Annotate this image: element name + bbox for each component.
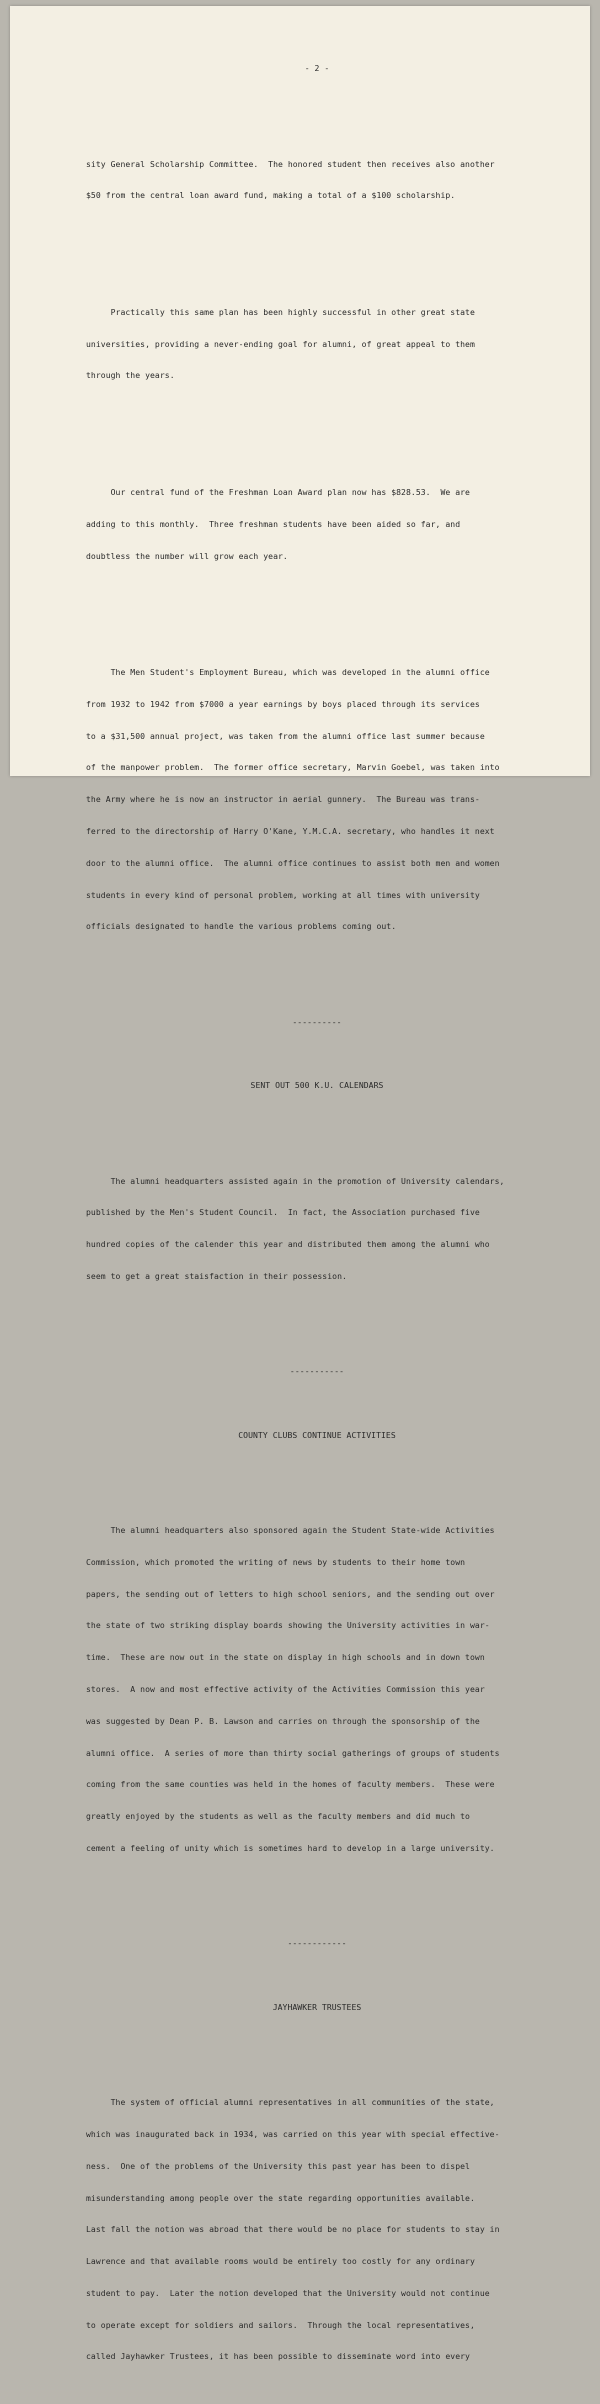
text-line: time. These are now out in the state on display in high schools and in down town (86, 1652, 485, 1663)
text-line: doubtless the number will grow each year. (86, 550, 288, 561)
text-line: through the years. (86, 370, 175, 381)
text-line: Lawrence and that available rooms would be entirely too costly for any ordinary (86, 2256, 475, 2267)
text-line: from 1932 to 1942 from $7000 a year earnings by boys placed through its services (86, 698, 480, 709)
section-heading-calendars: SENT OUT 500 K.U. CALENDARS (250, 1080, 384, 1091)
text-line: the Army where he is now an instructor in aerial gunnery. The Bureau was trans- (86, 794, 480, 805)
text-line: was suggested by Dean P. B. Lawson and carries on through the sponsorship of the (86, 1715, 480, 1726)
text-line: The alumni headquarters also sponsored again the Student State-wide Activities (86, 1525, 495, 1536)
text-line: ness. One of the problems of the University this past year has been to dispel (86, 2160, 470, 2171)
text-line: cement a feeling of unity which is sometimes hard to develop in a large university. (86, 1842, 495, 1853)
page-number: - 2 - (304, 63, 330, 74)
paragraph-county-clubs (86, 1504, 548, 1875)
text-line: coming from the same counties was held in the homes of faculty members. These were (86, 1779, 495, 1790)
text-line: hundred copies of the calender this year and distributed them among the alumni who (86, 1239, 490, 1250)
text-line: Practically this same plan has been highly successful in other great state (86, 306, 475, 317)
text-line: students in every kind of personal problem, working at all times with university (86, 889, 480, 900)
text-line: sity General Scholarship Committee. The honored student then receives also another (86, 158, 495, 169)
text-line: Last fall the notion was abroad that there would be no place for students to stay in (86, 2224, 500, 2235)
text-line: Our central fund of the Freshman Loan Award plan now has $828.53. We are (86, 486, 470, 497)
document-page (10, 6, 590, 2362)
text-line: door to the alumni office. The alumni office continues to assist both men and women (86, 857, 500, 868)
paragraph-scholarship-end (86, 137, 548, 222)
text-line: misunderstanding among people over the state regarding opportunities available. (86, 2192, 475, 2203)
paragraph-central-fund (86, 466, 548, 583)
text-line: to a $31,500 annual project, was taken from the alumni office last summer because (86, 730, 485, 741)
paragraph-jayhawker-trustees (86, 2076, 548, 2383)
text-line: The system of official alumni representatives in all communities of the state, (86, 2097, 495, 2108)
text-line: student to pay. Later the notion developed that the University would not continue (86, 2287, 490, 2298)
text-line: The alumni headquarters assisted again in the promotion of University calendars, (86, 1175, 505, 1186)
section-heading-jayhawker-trustees: JAYHAWKER TRUSTEES (272, 2001, 362, 2012)
text-line: to operate except for soldiers and sailors. Through the local representatives, (86, 2319, 475, 2330)
section-separator: ----------- (289, 1366, 345, 1377)
text-line: The Men Student's Employment Bureau, which was developed in the alumni office (86, 667, 490, 678)
text-line: which was inaugurated back in 1934, was carried on this year with special effective- (86, 2128, 500, 2139)
text-line: Commission, which promoted the writing of news by students to their home town (86, 1556, 466, 1567)
text-line: called Jayhawker Trustees, it has been possible to disseminate word into every (86, 2351, 470, 2362)
paragraph-employment-bureau (86, 646, 548, 953)
paragraph-calendars (86, 1154, 548, 1302)
text-line: universities, providing a never-ending goal for alumni, of great appeal to them (86, 338, 475, 349)
text-line: alumni office. A series of more than thirty social gatherings of groups of students (86, 1747, 500, 1758)
text-line: officials designated to handle the various problems coming out. (86, 921, 397, 932)
text-line: stores. A now and most effective activity of the Activities Commission this year (86, 1684, 485, 1695)
text-line: $50 from the central loan award fund, making a total of a $100 scholarship. (86, 190, 456, 201)
document-body (86, 42, 548, 2404)
section-separator: ---------- (292, 1016, 342, 1027)
text-line: ferred to the directorship of Harry O'Kane, Y.M.C.A. secretary, who handles it next (86, 825, 495, 836)
text-line: the state of two striking display boards showing the University activities in war- (86, 1620, 490, 1631)
section-separator: ------------ (287, 1938, 347, 1949)
text-line: of the manpower problem. The former office secretary, Marvin Goebel, was taken into (86, 762, 500, 773)
paragraph-plan-success (86, 286, 548, 403)
text-line: adding to this monthly. Three freshman students have been aided so far, and (86, 518, 461, 529)
text-line: greatly enjoyed by the students as well as the faculty members and did much to (86, 1811, 470, 1822)
section-heading-county-clubs: COUNTY CLUBS CONTINUE ACTIVITIES (238, 1429, 396, 1440)
text-line: published by the Men's Student Council. In fact, the Association purchased five (86, 1207, 480, 1218)
text-line: papers, the sending out of letters to high school seniors, and the sending out over (86, 1588, 495, 1599)
text-line: seem to get a great staisfaction in their possession. (86, 1270, 347, 1281)
